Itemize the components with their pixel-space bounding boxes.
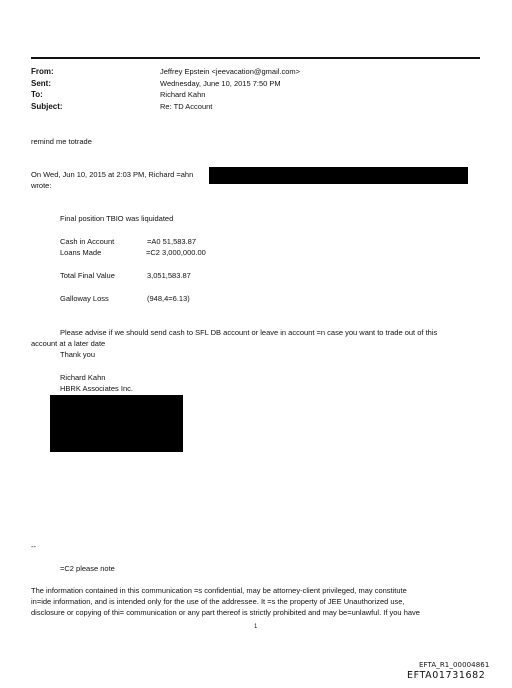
sent-label: Sent: bbox=[31, 79, 51, 88]
disclaimer-line-1: The information contained in this communication =s confidential, may be attorney-client privileged, may constitute bbox=[31, 586, 407, 595]
header-rule bbox=[31, 57, 480, 59]
loans-value: =C2 3,000,000.00 bbox=[146, 248, 206, 257]
disclaimer-line-3: disclosure or copying of thi= communication or any part thereof is strictly prohibited and may be=unlawful. If you have bbox=[31, 608, 420, 617]
to-label: To: bbox=[31, 90, 43, 99]
cash-label: Cash in Account bbox=[60, 237, 115, 246]
loss-label: Galloway Loss bbox=[60, 294, 109, 303]
subject-value: Re: TD Account bbox=[160, 102, 213, 111]
signature-company: HBRK Associates Inc. bbox=[60, 384, 133, 393]
signature-dashes: -- bbox=[31, 542, 36, 551]
quote-intro-wrote: wrote: bbox=[31, 181, 52, 190]
disclaimer-line-2: in=ide information, and is intended only for the use of the addressee. It =s the property of JEE Unauthorized use, bbox=[31, 597, 405, 606]
advise-line-2: account at a later date bbox=[31, 339, 106, 348]
from-value: Jeffrey Epstein <jeevacation@gmail.com> bbox=[160, 67, 301, 76]
bates-number-1: EFTA_R1_00004861 bbox=[419, 661, 490, 669]
redaction-email bbox=[209, 167, 468, 184]
thanks-line: Thank you bbox=[60, 350, 96, 359]
loss-value: (948,4=6.13) bbox=[147, 294, 190, 303]
cash-value: =A0 51,583.87 bbox=[147, 237, 197, 246]
loans-label: Loans Made bbox=[60, 248, 102, 257]
quote-intro: On Wed, Jun 10, 2015 at 2:03 PM, Richard =ahn bbox=[31, 170, 194, 179]
opening-line: remind me totrade bbox=[31, 137, 92, 146]
to-value: Richard Kahn bbox=[160, 90, 206, 99]
please-note: =C2 please note bbox=[60, 564, 115, 573]
position-line: Final position TBIO was liquidated bbox=[60, 214, 174, 223]
bates-number-2: EFTA01731682 bbox=[407, 670, 486, 681]
page-number: 1 bbox=[254, 624, 258, 630]
redaction-signature bbox=[50, 395, 183, 452]
subject-label: Subject: bbox=[31, 102, 63, 111]
total-label: Total Final Value bbox=[60, 271, 115, 280]
from-label: From: bbox=[31, 67, 54, 76]
total-value: 3,051,583.87 bbox=[147, 271, 191, 280]
advise-line-1: Please advise if we should send cash to SFL DB account or leave in account =n case you want to trade out of this bbox=[60, 328, 438, 337]
sent-value: Wednesday, June 10, 2015 7:50 PM bbox=[160, 79, 281, 88]
signature-name: Richard Kahn bbox=[60, 373, 106, 382]
